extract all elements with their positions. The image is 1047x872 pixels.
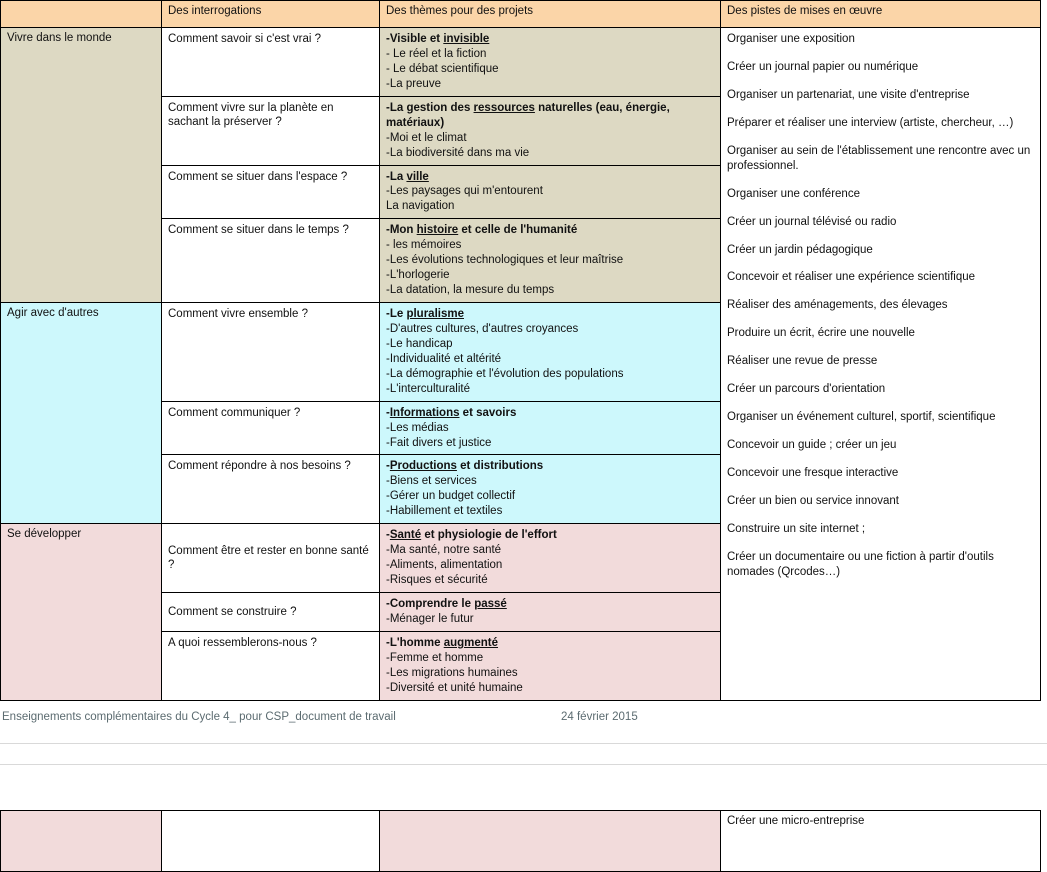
question-cell: Comment se construire ? [162, 592, 380, 631]
themes-cell: -La ville -Les paysages qui m'entourent La navigation [380, 165, 721, 219]
themes-cell: -Comprendre le passé -Ménager le futur [380, 592, 721, 631]
page-spacer [0, 765, 1047, 810]
question-cell: Comment vivre ensemble ? [162, 303, 380, 402]
footer-date: 24 février 2015 [561, 710, 638, 723]
themes-cell: -Visible et invisible - Le réel et la fiction - Le débat scientifique -La preuve [380, 28, 721, 97]
question-cell: A quoi ressemblerons-nous ? [162, 631, 380, 700]
themes-cell: -L'homme augmenté -Femme et homme -Les migrations humaines -Diversité et unité humaine [380, 631, 721, 700]
table-row [1, 28, 1041, 97]
table-row [1, 810, 1041, 871]
table-header [1, 1, 1041, 28]
section-label-vivre-dans-le-monde: Vivre dans le monde [1, 28, 162, 303]
themes-cell: -La gestion des ressources naturelles (eau, énergie, matériaux) -Moi et le climat -La biodiversité dans ma vie [380, 96, 721, 165]
page-break-band [0, 743, 1047, 765]
themes-cell: -Mon histoire et celle de l'humanité - les mémoires -Les évolutions technologiques et leur maîtrise -L'horlogerie -La datation, la mesure du temps [380, 219, 721, 303]
header-pistes: Des pistes de mises en œuvre [721, 1, 1041, 28]
header-interrogations: Des interrogations [162, 1, 380, 28]
footer-text: Enseignements complémentaires du Cycle 4_ pour CSP_document de travail [2, 710, 396, 723]
continuation-table [0, 810, 1041, 872]
section-label-se-developper: Se développer [1, 524, 162, 700]
question-cell: Comment savoir si c'est vrai ? [162, 28, 380, 97]
question-cell: Comment répondre à nos besoins ? [162, 455, 380, 524]
themes-cell: -Le pluralisme -D'autres cultures, d'autres croyances -Le handicap -Individualité et altérité -La démographie et l'évolution des populations -L'interculturalité [380, 303, 721, 402]
pistes-cell-continuation: Créer une micro-entreprise [721, 810, 1041, 871]
themes-cell-continuation [380, 810, 721, 871]
section-label-continuation [1, 810, 162, 871]
pistes-cell: Organiser une exposition Créer un journal papier ou numérique Organiser un partenariat, une visite d'entreprise Préparer et réaliser une interview (artiste, chercheur, …) Organiser au sein de l'établissement une rencontre avec un professionnel. Organiser une conférence Créer un journal télévisé ou radio Créer un jardin pédagogique Concevoir et réaliser une expérience scientifique Réaliser des aménagements, des élevages Produire un écrit, écrire une nouvelle Réaliser une revue de presse Créer un parcours d'orientation Organiser un événement culturel, sportif, scientifique Concevoir un guide ; créer un jeu Concevoir une fresque interactive Créer un bien ou service innovant Construire un site internet ; Créer un documentaire ou une fiction à partir d'outils nomades (Qrcodes…) [721, 28, 1041, 701]
header-empty [1, 1, 162, 28]
question-cell: Comment communiquer ? [162, 401, 380, 455]
section-label-agir-avec-dautres: Agir avec d'autres [1, 303, 162, 524]
question-cell: Comment se situer dans le temps ? [162, 219, 380, 303]
themes-cell: -Productions et distributions -Biens et services -Gérer un budget collectif -Habillement et textiles [380, 455, 721, 524]
question-cell: Comment vivre sur la planète en sachant la préserver ? [162, 96, 380, 165]
question-cell: Comment se situer dans l'espace ? [162, 165, 380, 219]
question-cell: Comment être et rester en bonne santé ? [162, 524, 380, 593]
themes-cell: -Informations et savoirs -Les médias -Fait divers et justice [380, 401, 721, 455]
page-footer [0, 701, 1040, 735]
question-cell-continuation [162, 810, 380, 871]
themes-cell: -Santé et physiologie de l'effort -Ma santé, notre santé -Aliments, alimentation -Risques et sécurité [380, 524, 721, 593]
header-themes: Des thèmes pour des projets [380, 1, 721, 28]
